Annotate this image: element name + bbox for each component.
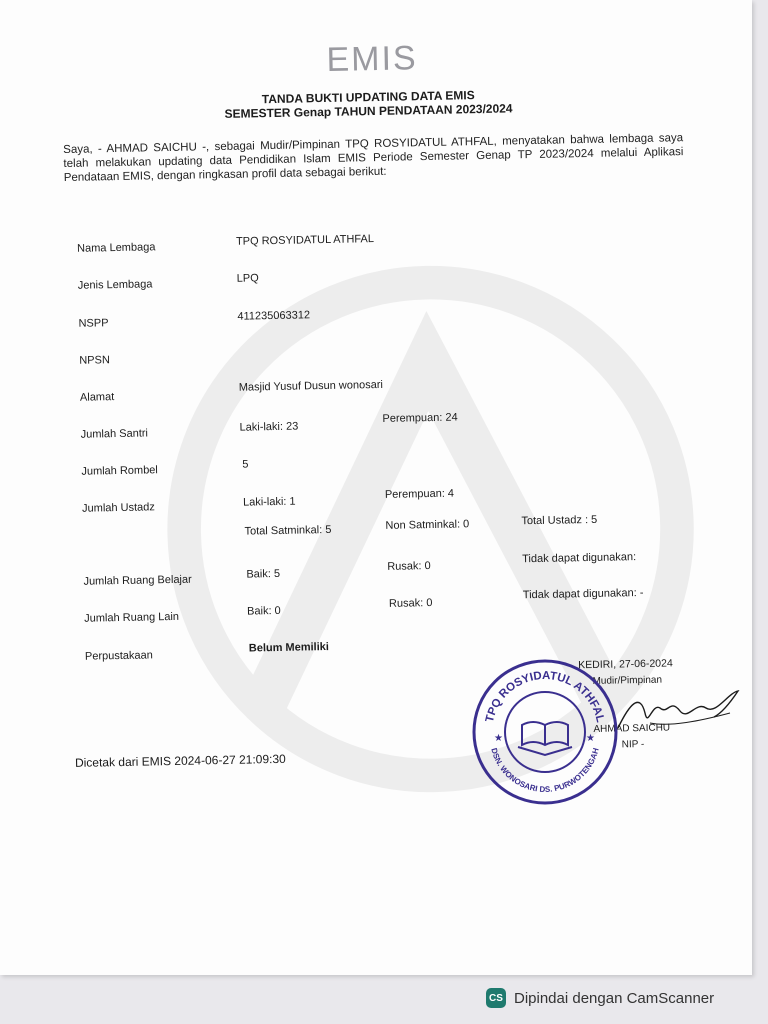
- value-santri-perempuan: Perempuan: 24: [382, 411, 458, 425]
- label-nama-lembaga: Nama Lembaga: [77, 241, 156, 255]
- book-icon: [518, 722, 572, 755]
- value-alamat: Masjid Yusuf Dusun wonosari: [238, 378, 384, 394]
- document-title: TANDA BUKTI UPDATING DATA EMIS: [261, 88, 475, 107]
- emis-logo: EMIS: [326, 39, 419, 79]
- value-nama-lembaga: TPQ ROSYIDATUL ATHFAL: [235, 233, 375, 248]
- value-nspp: 411235063312: [237, 309, 311, 323]
- label-nspp: NSPP: [78, 317, 109, 330]
- value-total-satminkal: Total Satminkal: 5: [244, 523, 332, 538]
- label-ruang-belajar: Jumlah Ruang Belajar: [83, 573, 192, 588]
- value-total-ustadz: Total Ustadz : 5: [521, 513, 598, 528]
- value-jumlah-rombel: 5: [242, 458, 249, 471]
- svg-text:★: ★: [586, 733, 595, 744]
- print-timestamp: Dicetak dari EMIS 2024-06-27 21:09:30: [74, 751, 286, 770]
- value-ruang-belajar-tidak: Tidak dapat digunakan:: [522, 551, 637, 566]
- value-jenis-lembaga: LPQ: [236, 272, 259, 285]
- label-npsn: NPSN: [79, 354, 110, 367]
- camscanner-icon: CS: [486, 988, 506, 1008]
- svg-text:★: ★: [494, 733, 503, 744]
- label-perpustakaan: Perpustakaan: [84, 649, 153, 663]
- svg-text:DSN. WONOSARI DS. PURWOTENGAH: [489, 747, 600, 794]
- value-ruang-lain-tidak: Tidak dapat digunakan: -: [522, 586, 644, 602]
- stamp-top-text: TPQ ROSYIDATUL ATHFAL: [483, 669, 607, 724]
- value-ruang-belajar-baik: Baik: 5: [246, 567, 281, 581]
- value-santri-laki: Laki-laki: 23: [239, 420, 299, 434]
- document-subtitle: SEMESTER Genap TAHUN PENDATAAN 2023/2024: [224, 101, 513, 121]
- intro-paragraph: Saya, - AHMAD SAICHU -, sebagai Mudir/Pimpinan TPQ ROSYIDATUL ATHFAL, menyatakan bahwa lembaga saya telah melakukan updating data Pendidikan Islam EMIS Periode Semester Genap TP 2023/2024 melalui Aplikasi Pendataan EMIS, dengan ringkasan profil data sebagai berikut:: [63, 132, 684, 185]
- label-jumlah-rombel: Jumlah Rombel: [81, 464, 158, 478]
- value-ruang-lain-rusak: Rusak: 0: [388, 597, 433, 610]
- value-non-satminkal: Non Satminkal: 0: [385, 518, 470, 532]
- value-ruang-belajar-rusak: Rusak: 0: [387, 560, 431, 573]
- label-ruang-lain: Jumlah Ruang Lain: [84, 610, 180, 625]
- label-jumlah-santri: Jumlah Santri: [80, 427, 149, 441]
- camscanner-label: Dipindai dengan CamScanner: [514, 989, 715, 1007]
- institution-stamp: [470, 657, 620, 807]
- sign-nip: NIP -: [621, 738, 645, 751]
- label-jenis-lembaga: Jenis Lembaga: [77, 278, 153, 292]
- camscanner-watermark: [486, 986, 714, 1010]
- sign-name: AHMAD SAICHU: [593, 722, 671, 735]
- sign-role: Mudir/Pimpinan: [592, 674, 663, 687]
- sign-place-date: KEDIRI, 27-06-2024: [578, 657, 673, 672]
- value-ustadz-laki: Laki-laki: 1: [242, 495, 296, 509]
- value-ustadz-perempuan: Perempuan: 4: [384, 487, 455, 501]
- label-alamat: Alamat: [79, 391, 115, 404]
- svg-text:TPQ ROSYIDATUL ATHFAL: [484, 670, 606, 724]
- handwritten-signature: [610, 683, 750, 743]
- label-jumlah-ustadz: Jumlah Ustadz: [81, 501, 155, 515]
- stamp-bottom-text: DSN. WONOSARI DS. PURWOTENGAH: [489, 746, 601, 795]
- value-ruang-lain-baik: Baik: 0: [247, 604, 281, 618]
- value-perpustakaan: Belum Memiliki: [248, 641, 330, 655]
